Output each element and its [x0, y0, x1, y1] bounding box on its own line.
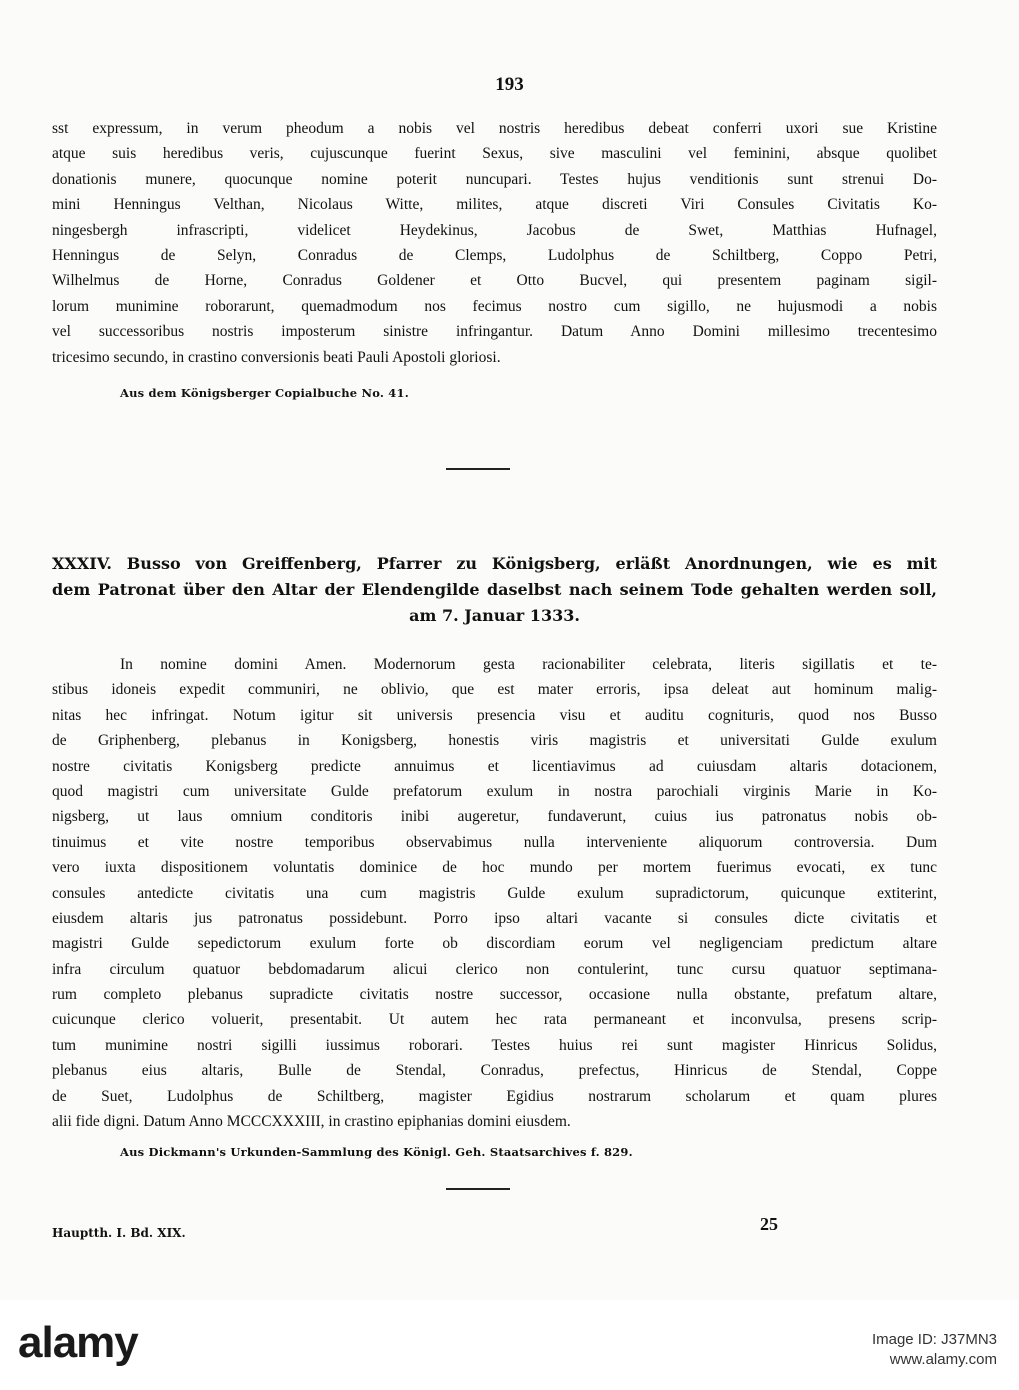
- text-line: vero iuxta dispositionem voluntatis dominice de hoc mundo per mortem fuerimus evocati, ex tunc: [52, 859, 937, 877]
- text-line: consules antedicte civitatis una cum magistris Gulde exulum supradictorum, quicunque extiterint,: [52, 884, 937, 902]
- text-line: nostre civitatis Konigsberg predicte annuimus et licentiavimus ad cuiusdam altaris dotacionem,: [52, 757, 937, 775]
- text-line: magistri Gulde sepedictorum exulum forte ob discordiam eorum vel negligenciam predictum altare: [52, 935, 937, 953]
- alamy-logo: alamy: [18, 1318, 138, 1367]
- text-line: lorum munimine roborarunt, quemadmodum nos fecimus nostro cum sigillo, ne hujusmodi a nobis: [52, 297, 937, 315]
- stock-url: www.alamy.com: [889, 1351, 997, 1368]
- document-a-body: [52, 116, 937, 370]
- text-line: alii fide digni. Datum Anno MCCCXXXIII, in crastino epiphanias domini eiusdem.: [52, 1113, 571, 1131]
- text-line: ningesbergh infrascripti, videlicet Heydekinus, Jacobus de Swet, Matthias Hufnagel,: [52, 221, 937, 239]
- text-line: vel successoribus nostris imposterum sinistre infringantur. Datum Anno Domini millesimo trecentesimo: [52, 323, 937, 341]
- text-line: rum completo plebanus supradicte civitatis nostre successor, occasione nulla obstante, prefatum altare,: [52, 986, 937, 1004]
- text-line: stibus idoneis expedit communiri, ne oblivio, que est mater erroris, ipsa deleat aut hominum malig-: [52, 681, 937, 699]
- document-b-heading: [52, 551, 937, 629]
- text-line: atque suis heredibus veris, cujuscunque fuerint Sexus, sive masculini vel feminini, absque quolibet: [52, 145, 937, 163]
- text-line: Wilhelmus de Horne, Conradus Goldener et Otto Bucvel, qui presentem paginam sigil-: [52, 272, 937, 290]
- source-note-b: Aus Dickmann's Urkunden-Sammlung des Königl. Geh. Staatsarchives f. 829.: [120, 1145, 633, 1159]
- text-line: nigsberg, ut laus omnium conditoris inibi augeretur, fundaverunt, cuius ius patronatus nobis ob-: [52, 808, 937, 826]
- text-line: nitas hec infringat. Notum igitur sit universis presencia visu et auditu cognituris, quod nos Busso: [52, 706, 937, 724]
- section-divider: [446, 1188, 510, 1190]
- text-line: infra circulum quatuor bebdomadarum alicui clerico non contulerint, tunc cursu quatuor septimana-: [52, 960, 937, 978]
- text-line: tricesimo secundo, in crastino conversionis beati Pauli Apostoli gloriosi.: [52, 348, 501, 366]
- stock-image-info: [872, 1330, 997, 1370]
- text-line: tinuimus et vite nostre temporibus observabimus nulla interveniente aliquorum controversia. Dum: [52, 833, 937, 851]
- text-line: cuicunque clerico voluerit, presentabit. Ut autem hec rata permaneant et inconvulsa, presens scrip-: [52, 1011, 937, 1029]
- text-line: eiusdem altaris jus patronatus possidebunt. Porro ipso altari vacante si consules dicte civitatis et: [52, 909, 937, 927]
- image-id: Image ID: J37MN3: [871, 1331, 997, 1348]
- heading-line: dem Patronat über den Altar der Elendengilde daselbst nach seinem Tode gehalten werden soll,: [52, 580, 937, 599]
- text-line: Henningus de Selyn, Conradus de Clemps, Ludolphus de Schiltberg, Coppo Petri,: [52, 246, 937, 264]
- text-line: In nomine domini Amen. Modernorum gesta racionabiliter celebrata, literis sigillatis et te-: [120, 656, 937, 673]
- text-line: donationis munere, quocunque nomine poterit nuncupari. Testes hujus venditionis sunt strenui Do-: [52, 170, 937, 188]
- text-line: mini Henningus Velthan, Nicolaus Witte, milites, atque discreti Viri Consules Civitatis Ko-: [52, 196, 937, 214]
- source-note-a: Aus dem Königsberger Copialbuche No. 41.: [120, 386, 409, 400]
- document-b-body: [52, 652, 937, 1134]
- heading-line: XXXIV. Busso von Greiffenberg, Pfarrer zu Königsberg, erläßt Anordnungen, wie es mit: [52, 554, 937, 573]
- stock-watermark-band: [0, 1300, 1019, 1390]
- text-line: sst expressum, in verum pheodum a nobis vel nostris heredibus debeat conferri uxori sue Kristine: [52, 120, 937, 137]
- section-divider: [446, 468, 510, 470]
- heading-date: am 7. Januar 1333.: [409, 606, 580, 625]
- text-line: plebanus eius altaris, Bulle de Stendal, Conradus, prefectus, Hinricus de Stendal, Coppe: [52, 1062, 937, 1080]
- page-number: 193: [495, 74, 524, 95]
- text-line: de Griphenberg, plebanus in Konigsberg, honestis viris magistris et universitati Gulde exulum: [52, 732, 937, 750]
- text-line: tum munimine nostri sigilli iussimus roborari. Testes huius rei sunt magister Hinricus Solidus,: [52, 1036, 937, 1054]
- text-line: quod magistri cum universitate Gulde prefatorum exulum in nostra parochiali virginis Marie in Ko-: [52, 782, 937, 800]
- signature-mark: Hauptth. I. Bd. XIX.: [52, 1226, 186, 1240]
- text-line: de Suet, Ludolphus de Schiltberg, magister Egidius nostrarum scholarum et quam plures: [52, 1087, 937, 1105]
- sheet-number: 25: [760, 1214, 778, 1234]
